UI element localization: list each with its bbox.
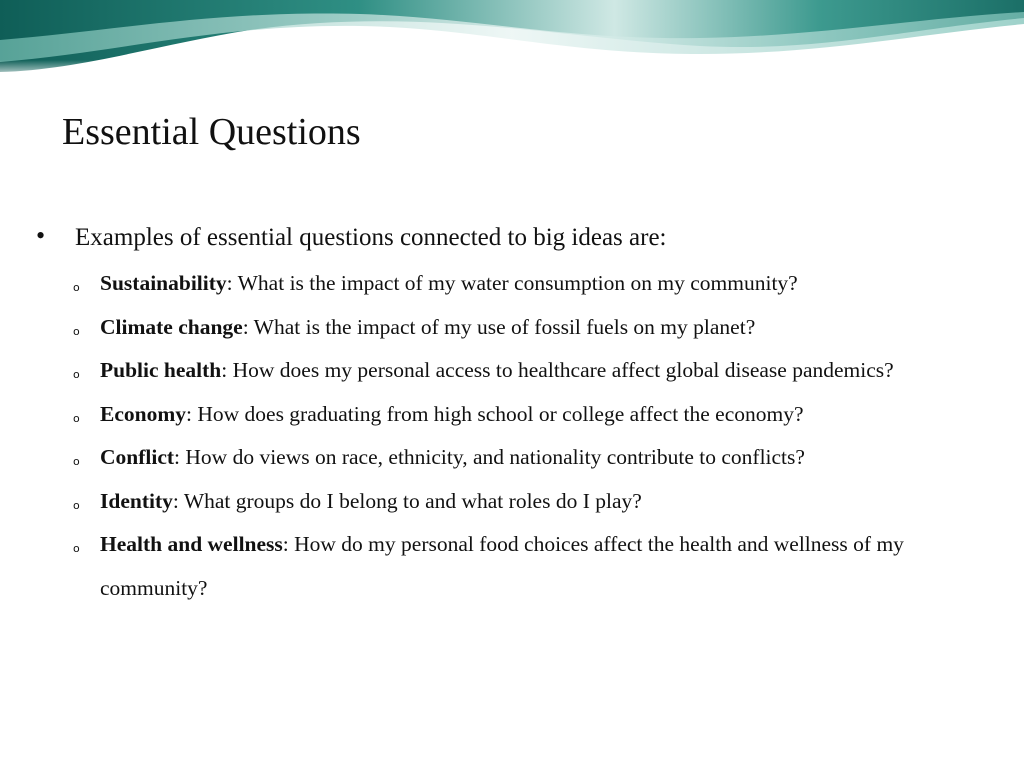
list-item [0, 262, 1024, 306]
big-idea-term: Economy [100, 401, 186, 426]
list-item [0, 349, 1024, 393]
essential-question: : How do views on race, ethnicity, and nationality contribute to conflicts? [174, 445, 805, 469]
essential-questions-list [0, 262, 1024, 610]
big-idea-term: Identity [100, 488, 173, 513]
hollow-circle-bullet-icon: o [73, 368, 80, 381]
hollow-circle-bullet-icon: o [73, 281, 80, 294]
hollow-circle-bullet-icon: o [73, 542, 80, 555]
slide-content [0, 218, 1024, 610]
essential-question: : What groups do I belong to and what roles do I play? [172, 488, 642, 513]
essential-question: : What is the impact of my water consumption on my community? [226, 271, 798, 295]
bullet-dot-icon: • [36, 221, 46, 250]
essential-question: : What is the impact of my use of fossil fuels on my planet? [242, 314, 756, 339]
slide-title: Essential Questions [62, 111, 361, 153]
header-wave-decoration [0, 0, 1024, 80]
big-idea-term: Public health [100, 358, 222, 382]
essential-question: : How does my personal access to healthcare affect global disease pandemics? [221, 358, 894, 382]
list-item [0, 306, 1024, 350]
list-item [0, 436, 1024, 480]
big-idea-term: Sustainability [100, 271, 227, 295]
big-idea-term: Health and wellness [100, 532, 283, 556]
essential-question: : How do my personal food choices affect the health and wellness of my community? [100, 532, 904, 600]
hollow-circle-bullet-icon: o [73, 455, 80, 468]
big-idea-term: Conflict [100, 445, 175, 469]
hollow-circle-bullet-icon: o [73, 498, 80, 512]
main-bullet [0, 218, 1024, 258]
list-item [0, 480, 1024, 524]
hollow-circle-bullet-icon: o [73, 411, 80, 425]
big-idea-term: Climate change [100, 314, 243, 339]
list-item [0, 523, 1024, 610]
essential-question: : How does graduating from high school or college affect the economy? [186, 401, 804, 426]
list-item [0, 393, 1024, 437]
hollow-circle-bullet-icon: o [73, 324, 80, 338]
main-bullet-text: Examples of essential questions connected to big ideas are: [75, 224, 667, 251]
